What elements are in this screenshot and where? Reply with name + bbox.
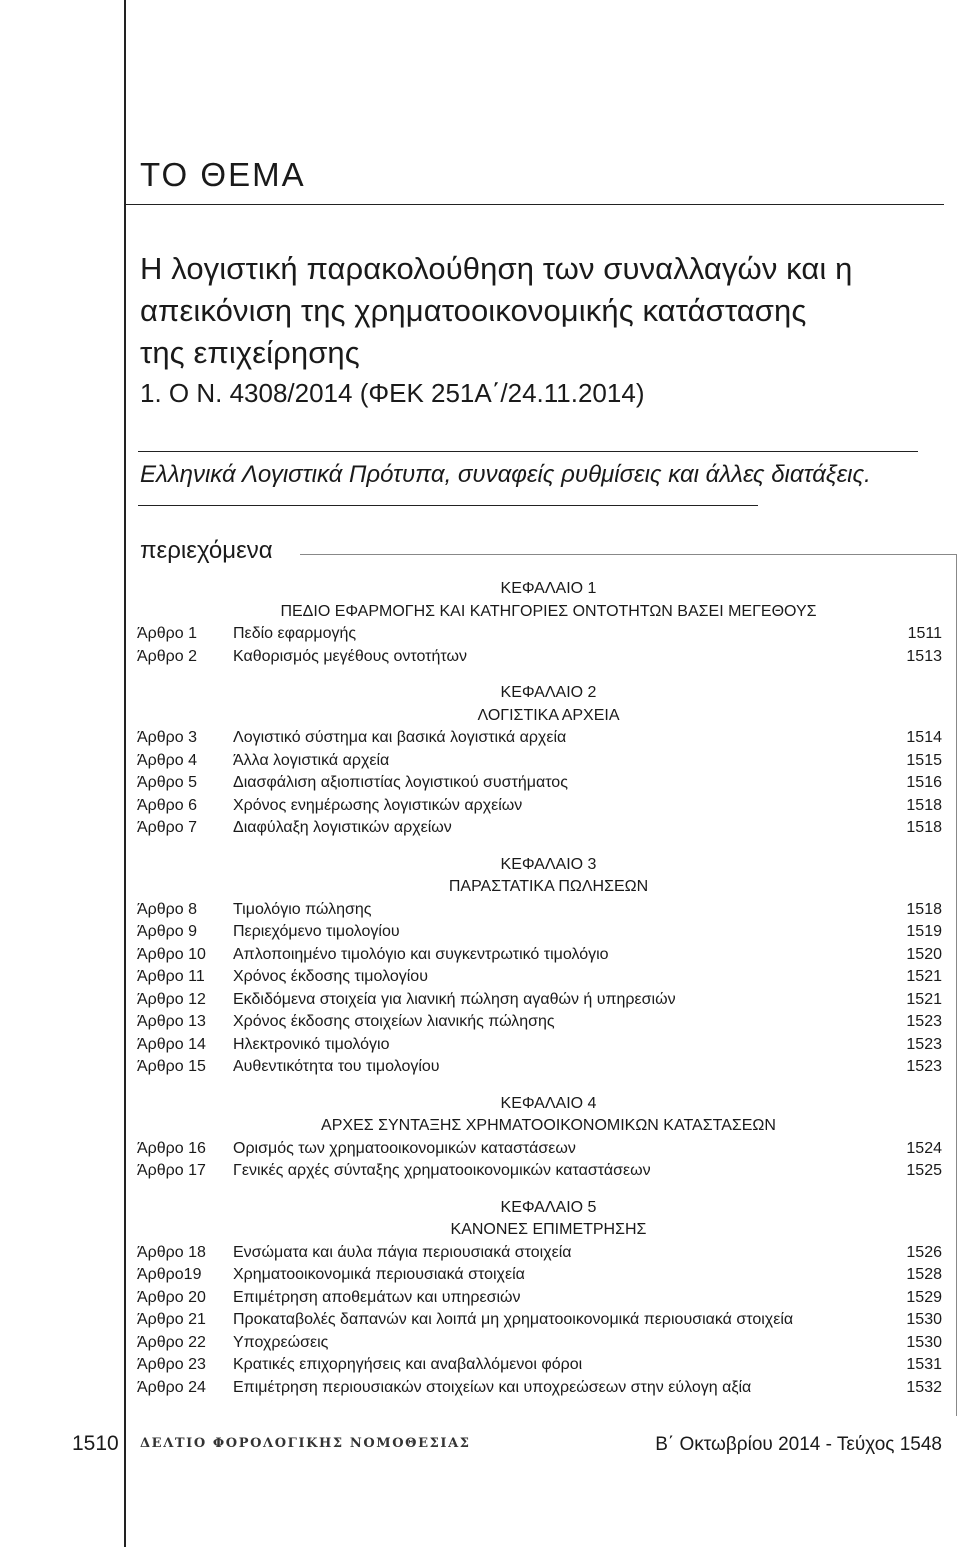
chapter-label: ΚΕΦΑΛΑΙΟ 2 <box>500 684 597 701</box>
article-number: Άρθρο 3 <box>137 729 198 746</box>
subtitle-divider <box>138 505 758 506</box>
article-title: Καθορισμός μεγέθους οντοτήτων <box>233 647 467 665</box>
chapter-label: ΚΕΦΑΛΑΙΟ 5 <box>500 1198 597 1216</box>
article-number: Άρθρο 21 <box>137 1311 206 1328</box>
article-page: 1515 <box>906 751 942 769</box>
article-page: 1513 <box>906 647 942 665</box>
chapter-title: ΠΕΔΙΟ ΕΦΑΡΜΟΓΗΣ ΚΑΙ ΚΑΤΗΓΟΡΙΕΣ ΟΝΤΟΤΗΤΩΝ ΒΑΣΕΙ ΜΕΓΕΘΟΥΣ <box>280 602 817 620</box>
article-page: 1518 <box>906 796 942 814</box>
article-page: 1520 <box>906 945 942 963</box>
article-page: 1511 <box>907 625 942 642</box>
article-number: Άρθρο 23 <box>137 1356 206 1373</box>
article-title: Τιμολόγιο πώλησης <box>233 900 372 918</box>
article-title: Κρατικές επιχορηγήσεις και αναβαλλόμενοι φόροι <box>233 1356 583 1373</box>
article-number: Άρθρο19 <box>137 1266 202 1283</box>
law-reference: 1. Ο Ν. 4308/2014 (ΦΕΚ 251Α΄/24.11.2014) <box>140 378 645 408</box>
header-rule <box>124 204 944 205</box>
article-number: Άρθρο 4 <box>137 751 198 769</box>
article-page: 1531 <box>906 1356 942 1373</box>
article-title: Περιεχόμενο τιμολογίου <box>233 923 400 940</box>
article-number: Άρθρο 9 <box>137 923 198 940</box>
article-title: Επιμέτρηση αποθεμάτων και υπηρεσιών <box>233 1288 521 1306</box>
article-number: Άρθρο 16 <box>137 1139 206 1157</box>
footer-page-number: 1510 <box>72 1432 119 1455</box>
article-page: 1514 <box>906 729 942 746</box>
chapter-label: ΚΕΦΑΛΑΙΟ 1 <box>500 580 597 597</box>
article-page: 1516 <box>906 774 942 791</box>
article-number: Άρθρο 10 <box>137 945 206 963</box>
toc-entry <box>137 944 942 967</box>
article-number: Άρθρο 5 <box>137 774 198 791</box>
chapter-title: ΚΑΝΟΝΕΣ ΕΠΙΜΕΤΡΗΣΗΣ <box>450 1221 647 1238</box>
article-title <box>140 248 940 374</box>
article-title: Διαφύλαξη λογιστικών αρχείων <box>233 819 452 836</box>
article-title: Χρόνος ενημέρωσης λογιστικών αρχείων <box>233 796 523 814</box>
left-vertical-rule <box>124 0 126 1547</box>
section-label: ΤΟ ΘΕΜΑ <box>140 156 306 193</box>
article-title: Πεδίο εφαρμογής <box>233 625 357 642</box>
article-page: 1525 <box>906 1162 942 1179</box>
footer-publication-name: ΔΕΛΤΙΟ ΦΟΡΟΛΟΓΙΚΗΣ ΝΟΜΟΘΕΣΙΑΣ <box>140 1436 471 1451</box>
article-title: Λογιστικό σύστημα και βασικά λογιστικά αρχεία <box>233 729 567 746</box>
toc-entry <box>137 1011 942 1034</box>
chapter-heading <box>137 578 942 623</box>
article-title: Υποχρεώσεις <box>233 1333 329 1351</box>
toc-entry <box>137 1377 942 1400</box>
article-number: Άρθρο 11 <box>137 968 205 985</box>
article-title: Γενικές αρχές σύνταξης χρηματοοικονομικών καταστάσεων <box>233 1162 651 1179</box>
article-number: Άρθρο 20 <box>137 1288 206 1306</box>
chapter-heading <box>137 1197 942 1242</box>
toc-entry <box>137 1309 942 1332</box>
article-number: Άρθρο 24 <box>137 1378 206 1396</box>
toc-entry <box>137 750 942 773</box>
toc-entry <box>137 646 942 669</box>
article-page: 1523 <box>906 1035 942 1053</box>
article-title: Απλοποιημένο τιμολόγιο και συγκεντρωτικό τιμολόγιο <box>233 945 609 963</box>
article-title: Ηλεκτρονικό τιμολόγιο <box>233 1035 390 1053</box>
chapter-heading <box>137 1093 942 1138</box>
article-title: Διασφάλιση αξιοπιστίας λογιστικού συστήματος <box>233 774 568 791</box>
article-page: 1518 <box>906 900 942 918</box>
toc-entry <box>137 1034 942 1057</box>
title-line: απεικόνιση της χρηματοοικονομικής κατάστασης <box>140 293 807 328</box>
article-page: 1521 <box>906 968 942 985</box>
article-number: Άρθρο 2 <box>137 647 198 665</box>
table-of-contents <box>137 578 942 1399</box>
article-subtitle: Ελληνικά Λογιστικά Πρότυπα, συναφείς ρυθμίσεις και άλλες διατάξεις. <box>140 461 871 488</box>
article-title: Άλλα λογιστικά αρχεία <box>233 751 390 769</box>
article-title: Επιμέτρηση περιουσιακών στοιχείων και υποχρεώσεων στην εύλογη αξία <box>233 1378 752 1396</box>
article-page: 1519 <box>906 923 942 940</box>
chapter-heading <box>137 854 942 899</box>
article-title: Χρόνος έκδοσης τιμολογίου <box>233 968 428 985</box>
article-number: Άρθρο 7 <box>137 819 198 836</box>
article-page: 1518 <box>906 819 942 836</box>
article-number: Άρθρο 1 <box>137 625 198 642</box>
title-line: Η λογιστική παρακολούθηση των συναλλαγών και η <box>140 251 853 286</box>
article-page: 1526 <box>906 1243 942 1261</box>
article-title: Χρηματοοικονομικά περιουσιακά στοιχεία <box>233 1266 525 1283</box>
article-title: Ορισμός των χρηματοοικονομικών καταστάσεων <box>233 1139 576 1157</box>
toc-entry <box>137 1160 942 1183</box>
article-title: Προκαταβολές δαπανών και λοιπά μη χρηματοοικονομικά περιουσιακά στοιχεία <box>233 1311 794 1328</box>
article-title: Αυθεντικότητα του τιμολογίου <box>233 1058 440 1075</box>
article-page: 1523 <box>906 1013 942 1030</box>
article-title: Χρόνος έκδοσης στοιχείων λιανικής πώλησης <box>233 1013 555 1030</box>
toc-entry <box>137 1287 942 1310</box>
toc-entry <box>137 1242 942 1265</box>
toc-entry <box>137 727 942 750</box>
toc-heading: περιεχόμενα <box>140 537 287 565</box>
chapter-title: ΛΟΓΙΣΤΙΚΑ ΑΡΧΕΙΑ <box>477 706 620 724</box>
article-page: 1524 <box>906 1139 942 1157</box>
chapter-label: ΚΕΦΑΛΑΙΟ 4 <box>500 1094 597 1112</box>
chapter-title: ΑΡΧΕΣ ΣΥΝΤΑΞΗΣ ΧΡΗΜΑΤΟΟΙΚΟΝΟΜΙΚΩΝ ΚΑΤΑΣΤΑΣΕΩΝ <box>321 1117 776 1134</box>
toc-entry <box>137 1056 942 1079</box>
article-number: Άρθρο 15 <box>137 1058 206 1075</box>
toc-entry <box>137 772 942 795</box>
title-line: της επιχείρησης <box>140 335 360 370</box>
chapter-title: ΠΑΡΑΣΤΑΤΙΚΑ ΠΩΛΗΣΕΩΝ <box>448 878 649 895</box>
toc-entry <box>137 921 942 944</box>
toc-entry <box>137 966 942 989</box>
footer-issue: Β΄ Οκτωβρίου 2014 - Τεύχος 1548 <box>655 1434 942 1455</box>
toc-entry <box>137 1332 942 1355</box>
toc-entry <box>137 1138 942 1161</box>
article-page: 1521 <box>906 990 942 1008</box>
toc-box-right-border <box>956 554 957 1416</box>
toc-entry <box>137 1354 942 1377</box>
article-number: Άρθρο 6 <box>137 796 198 814</box>
article-page: 1528 <box>906 1266 942 1283</box>
toc-box-top-border <box>300 554 956 555</box>
article-page: 1532 <box>906 1378 942 1396</box>
article-number: Άρθρο 22 <box>137 1333 206 1351</box>
article-number: Άρθρο 17 <box>137 1162 206 1179</box>
article-page: 1523 <box>906 1058 942 1075</box>
article-number: Άρθρο 13 <box>137 1013 206 1030</box>
toc-entry <box>137 899 942 922</box>
toc-entry <box>137 795 942 818</box>
article-number: Άρθρο 14 <box>137 1035 206 1053</box>
article-page: 1529 <box>906 1288 942 1306</box>
chapter-label: ΚΕΦΑΛΑΙΟ 3 <box>500 855 597 873</box>
chapter-heading <box>137 682 942 727</box>
article-number: Άρθρο 8 <box>137 900 198 918</box>
article-page: 1530 <box>906 1311 942 1328</box>
article-page: 1530 <box>906 1333 942 1351</box>
title-divider <box>138 451 918 452</box>
article-number: Άρθρο 18 <box>137 1243 206 1261</box>
article-title: Εκδιδόμενα στοιχεία για λιανική πώληση αγαθών ή υπηρεσιών <box>233 990 676 1008</box>
toc-entry <box>137 817 942 840</box>
toc-entry <box>137 989 942 1012</box>
article-title: Ενσώματα και άυλα πάγια περιουσιακά στοιχεία <box>233 1243 572 1261</box>
toc-entry <box>137 1264 942 1287</box>
toc-entry <box>137 623 942 646</box>
article-number: Άρθρο 12 <box>137 990 206 1008</box>
